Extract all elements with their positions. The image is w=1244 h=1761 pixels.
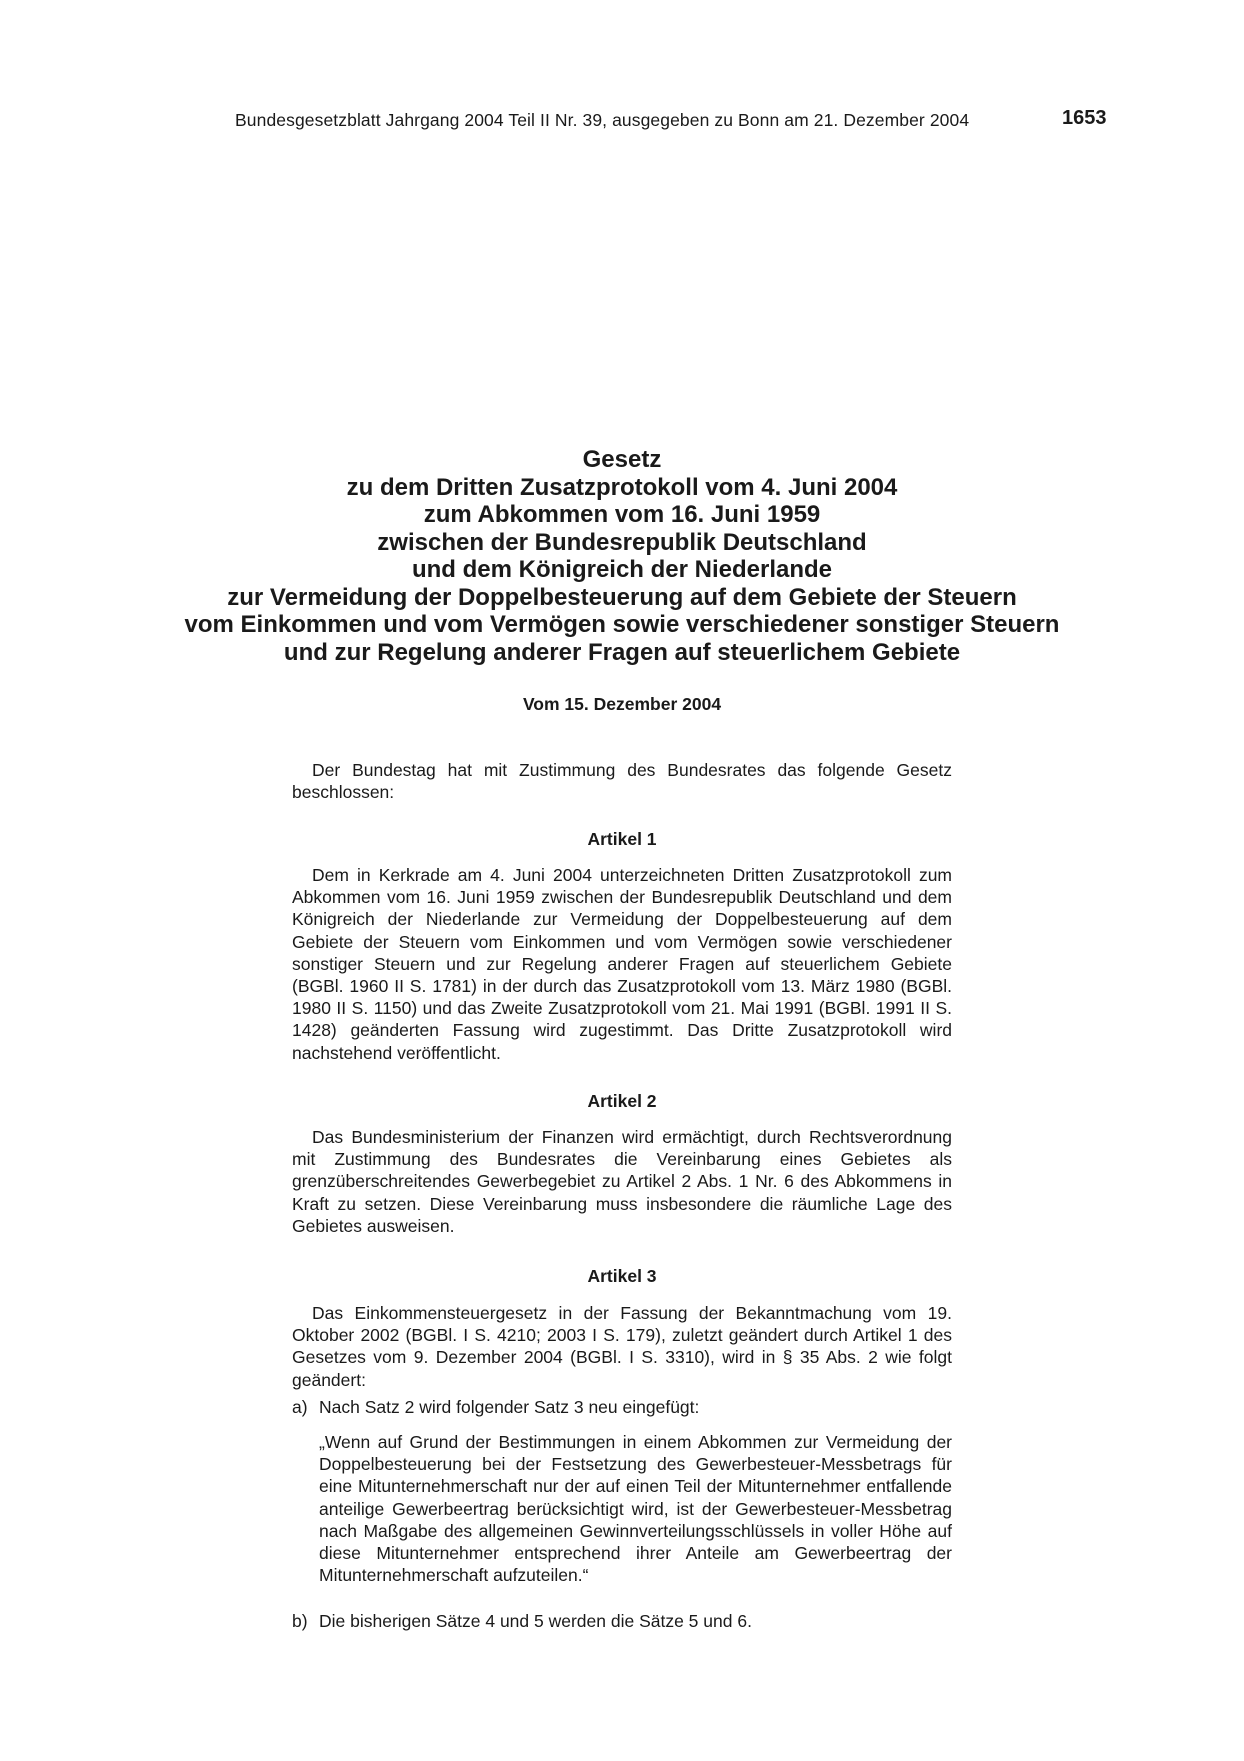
page-number: 1653 [1062, 107, 1107, 129]
list-item [292, 1396, 952, 1418]
article-heading: Artikel 1 [587, 829, 657, 849]
list-item-text: Die bisherigen Sätze 4 und 5 werden die Sätze 5 und 6. [319, 1611, 752, 1631]
amendment-item-b [292, 1610, 952, 1632]
list-marker: b) [292, 1611, 308, 1631]
article-3-body [292, 1302, 952, 1391]
article-heading: Artikel 2 [587, 1091, 657, 1111]
law-title [0, 446, 1244, 666]
article-2 [292, 1090, 952, 1112]
intro-paragraph: Der Bundestag hat mit Zustimmung des Bundesrates das folgende Gesetz beschlossen: [292, 760, 952, 803]
article-2-body [292, 1126, 952, 1237]
list-marker: a) [292, 1397, 308, 1417]
inserted-sentence-quote: „Wenn auf Grund der Bestimmungen in einem Abkommen zur Vermeidung der Doppelbesteuerung bei der Festsetzung des Gewerbesteuer-Messbetrags für eine Mitunternehmerschaft nur der auf einen Teil der Mitunternehmer entfallende anteilige Gewerbeertrag berücksichtigt wird, ist der Gewerbesteuer-Messbetrag nach Maßgabe des allgemeinen Gewinnverteilungsschlüssels in voller Höhe auf diese Mitunternehmer entsprechend ihrer Anteile am Gewerbeertrag der Mitunternehmerschaft aufzuteilen.“ [319, 1432, 952, 1586]
article-paragraph: Das Einkommensteuergesetz in der Fassung der Bekanntmachung vom 19. Oktober 2002 (BGBl. I S. 4210; 2003 I S. 179), zuletzt geändert durch Artikel 1 des Gesetzes vom 9. Dezember 2004 (BGBl. I S. 3310), wird in § 35 Abs. 2 wie folgt geändert: [292, 1303, 952, 1390]
list-item [292, 1610, 952, 1632]
list-item-text: Nach Satz 2 wird folgender Satz 3 neu eingefügt: [319, 1397, 700, 1417]
article-paragraph: Dem in Kerkrade am 4. Juni 2004 unterzeichneten Dritten Zusatzprotokoll zum Abkommen vom 16. Juni 1959 zwischen der Bundesrepublik Deutschland und dem Königreich der Niederlande zur Vermeidung der Doppelbesteuerung auf dem Gebiete der Steuern vom Einkommen und vom Vermögen sowie verschiedener sonstiger Steuern und zur Regelung anderer Fragen auf steuerlichem Gebiete (BGBl. 1960 II S. 1781) in der durch das Zusatzprotokoll vom 13. März 1980 (BGBl. 1980 II S. 1150) und das Zweite Zusatzprotokoll vom 21. Mai 1991 (BGBl. 1991 II S. 1428) geänderten Fassung wird zugestimmt. Das Dritte Zusatzprotokoll wird nachstehend veröffentlicht. [292, 865, 952, 1063]
article-1-body [292, 864, 952, 1064]
amendment-item-a [292, 1396, 952, 1418]
article-3 [292, 1265, 952, 1287]
article-1 [292, 828, 952, 850]
title-line: zwischen der Bundesrepublik Deutschland [377, 528, 867, 556]
title-line: zu dem Dritten Zusatzprotokoll vom 4. Juni 2004 [346, 473, 898, 501]
title-line: und dem Königreich der Niederlande [411, 556, 833, 583]
article-paragraph: Das Bundesministerium der Finanzen wird ermächtigt, durch Rechtsverordnung mit Zustimmung des Bundesrates die Vereinbarung eines Gebietes als grenzüberschreitendes Gewerbegebiet zu Artikel 2 Abs. 1 Nr. 6 des Abkommens in Kraft zu setzen. Diese Vereinbarung muss insbesondere die räumliche Lage des Gebietes ausweisen. [292, 1127, 952, 1236]
title-line: und zur Regelung anderer Fragen auf steuerlichem Gebiete [283, 638, 961, 666]
title-line: zum Abkommen vom 16. Juni 1959 [423, 501, 821, 528]
intro-section [292, 759, 952, 803]
running-head: Bundesgesetzblatt Jahrgang 2004 Teil II Nr. 39, ausgegeben zu Bonn am 21. Dezember 2004 [235, 110, 970, 130]
amendment-quote [292, 1431, 952, 1586]
law-date: Vom 15. Dezember 2004 [522, 694, 722, 714]
title-line: zur Vermeidung der Doppelbesteuerung auf dem Gebiete der Steuern [227, 583, 1017, 611]
article-heading: Artikel 3 [587, 1266, 657, 1286]
title-line: vom Einkommen und vom Vermögen sowie verschiedener sonstiger Steuern [184, 611, 1060, 638]
title-line: Gesetz [582, 446, 662, 473]
